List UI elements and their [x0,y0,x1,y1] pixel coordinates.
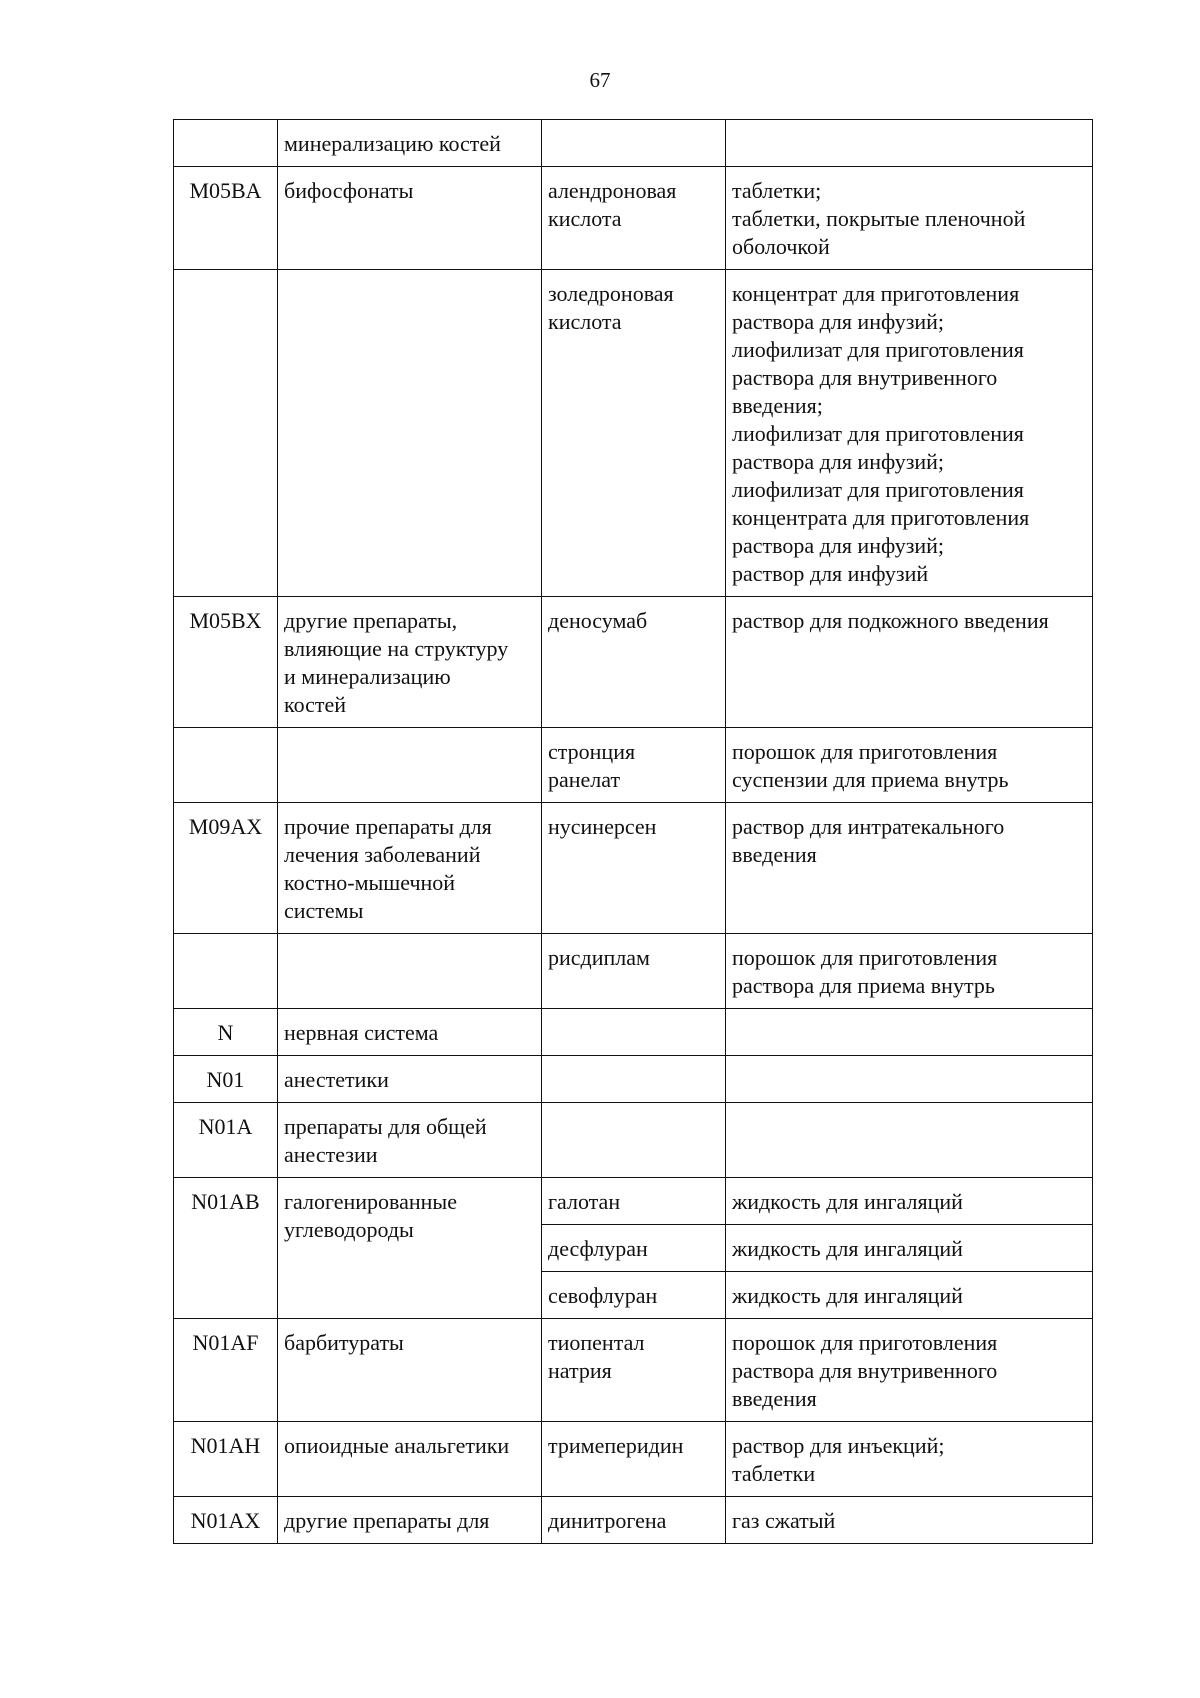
dosage-form-cell: порошок для приготовления раствора для внутривенного введения [726,1319,1093,1422]
dosage-form-cell: раствор для подкожного введения [726,597,1093,728]
atc-code-cell: N01AH [174,1422,278,1497]
group-cell: нервная система [278,1009,542,1056]
group-cell [278,270,542,597]
atc-code-cell: N [174,1009,278,1056]
group-cell: минерализацию костей [278,120,542,167]
dosage-form-cell: жидкость для ингаляций [726,1272,1093,1319]
dosage-form-cell: таблетки; таблетки, покрытые пленочной оболочкой [726,167,1093,270]
atc-code-cell: N01 [174,1056,278,1103]
group-cell [278,728,542,803]
dosage-form-cell: порошок для приготовления раствора для приема внутрь [726,934,1093,1009]
atc-code-cell: M09AX [174,803,278,934]
table-row [174,1103,1093,1178]
dosage-form-cell: жидкость для ингаляций [726,1178,1093,1225]
group-cell: бифосфонаты [278,167,542,270]
group-cell: анестетики [278,1056,542,1103]
table-row [174,934,1093,1009]
table-row [174,270,1093,597]
table-row [174,728,1093,803]
atc-code-cell: N01AF [174,1319,278,1422]
substance-cell: рисдиплам [542,934,726,1009]
table-row [174,1422,1093,1497]
atc-code-cell [174,728,278,803]
atc-code-cell [174,270,278,597]
dosage-form-cell: раствор для интратекального введения [726,803,1093,934]
substance-cell: тримеперидин [542,1422,726,1497]
dosage-form-cell [726,1103,1093,1178]
atc-code-cell: N01A [174,1103,278,1178]
table-row [174,1497,1093,1544]
atc-code-cell: N01AB [174,1178,278,1319]
group-cell: опиоидные анальгетики [278,1422,542,1497]
table-row [174,597,1093,728]
group-cell [278,934,542,1009]
page-number: 67 [589,68,611,92]
substance-cell [542,120,726,167]
substance-cell [542,1009,726,1056]
atc-code-cell [174,934,278,1009]
table-row [174,167,1093,270]
dosage-form-cell [726,1009,1093,1056]
table-row [174,1178,1093,1225]
dosage-form-cell [726,1056,1093,1103]
group-cell: другие препараты для [278,1497,542,1544]
table-row [174,803,1093,934]
substance-cell: стронция ранелат [542,728,726,803]
dosage-form-cell [726,120,1093,167]
group-cell: галогенированные углеводороды [278,1178,542,1319]
group-cell: другие препараты, влияющие на структуру и минерализацию костей [278,597,542,728]
substance-cell [542,1056,726,1103]
atc-code-cell: N01AX [174,1497,278,1544]
atc-code-cell: M05BA [174,167,278,270]
group-cell: препараты для общей анестезии [278,1103,542,1178]
table-row [174,1009,1093,1056]
dosage-form-cell: раствор для инъекций; таблетки [726,1422,1093,1497]
group-cell: прочие препараты для лечения заболеваний костно-мышечной системы [278,803,542,934]
atc-code-cell [174,120,278,167]
dosage-form-cell: жидкость для ингаляций [726,1225,1093,1272]
substance-cell: тиопентал натрия [542,1319,726,1422]
table-row [174,120,1093,167]
substance-cell: динитрогена [542,1497,726,1544]
dosage-form-cell: газ сжатый [726,1497,1093,1544]
drug-table [173,119,1093,1544]
table-row [174,1056,1093,1103]
substance-cell: галотан [542,1178,726,1225]
atc-code-cell: M05BX [174,597,278,728]
substance-cell: золедроновая кислота [542,270,726,597]
dosage-form-cell: порошок для приготовления суспензии для приема внутрь [726,728,1093,803]
dosage-form-cell: концентрат для приготовления раствора для инфузий; лиофилизат для приготовления раствора для внутривенного введения; лиофилизат для приготовления раствора для инфузий; лиофилизат для приготовления концентрата для приготовления раствора для инфузий; раствор для инфузий [726,270,1093,597]
substance-cell: деносумаб [542,597,726,728]
group-cell: барбитураты [278,1319,542,1422]
table-row [174,1319,1093,1422]
substance-cell [542,1103,726,1178]
substance-cell: десфлуран [542,1225,726,1272]
substance-cell: нусинерсен [542,803,726,934]
substance-cell: севофлуран [542,1272,726,1319]
substance-cell: алендроновая кислота [542,167,726,270]
